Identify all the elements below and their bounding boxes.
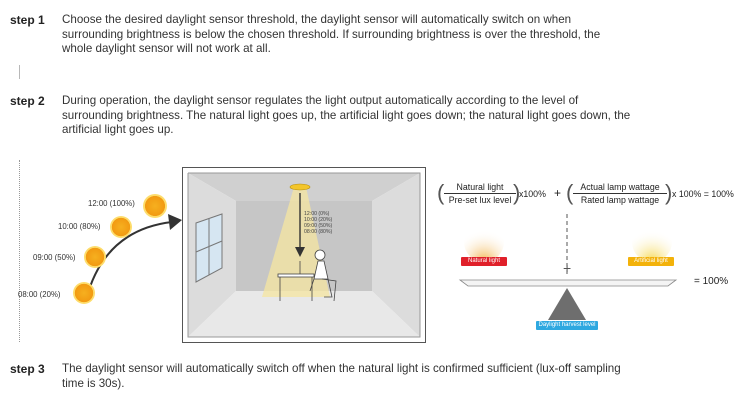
artificial-light-badge: Artificial light	[628, 257, 674, 266]
sun-time-1200: 12:00 (100%)	[88, 199, 135, 208]
room-list-item: 08:00 (80%)	[304, 229, 333, 235]
sun-icon-1200	[143, 194, 167, 218]
formula-paren-close-1: )	[513, 180, 521, 205]
room-list-item: 09:00 (50%)	[304, 223, 333, 229]
daylight-harvest-badge: Daylight harvest level	[536, 321, 598, 330]
balance-result: = 100%	[694, 276, 729, 287]
divider-line-2	[19, 160, 20, 342]
formula-fraction-natural	[444, 182, 516, 205]
sun-time-1000: 10:00 (80%)	[58, 222, 101, 231]
room-drawing	[182, 167, 426, 343]
room-list-item: 12:00 (0%)	[304, 211, 330, 217]
formula-paren-open-2: (	[566, 180, 574, 205]
formula-artificial-denominator: Rated lamp wattage	[580, 195, 660, 205]
sun-icon-1000	[110, 216, 132, 238]
formula-paren-open-1: (	[437, 180, 445, 205]
step-2-text: During operation, the daylight sensor regulates the light output automatically according to the level of surrounding brightness. The natural light goes up, the artificial light goes down; the natural light goes down, the artificial light goes up.	[62, 94, 631, 136]
step-1-label: step 1	[10, 13, 45, 27]
formula-times-100-a: x100%	[519, 189, 546, 199]
divider-line-1	[19, 65, 20, 79]
room-list-item: 10:00 (20%)	[304, 217, 333, 223]
room-illustration	[182, 167, 426, 343]
step-1-text: Choose the desired daylight sensor threshold, the daylight sensor will automatically switch on when surrounding brightness is below the chosen threshold. If surrounding brightness is over the threshold, the whole daylight sensor will not work at all.	[62, 13, 601, 55]
room-dimming-list	[304, 211, 332, 235]
balance-plus: +	[563, 260, 572, 276]
formula-natural-numerator: Natural light	[444, 182, 516, 194]
step-3-text: The daylight sensor will automatically switch off when the natural light is confirmed sufficient (lux-off sampling time is 30s).	[62, 362, 621, 390]
step-2-label: step 2	[10, 94, 45, 108]
sun-icon-0900	[84, 246, 106, 268]
formula-times-100-b: x 100% = 100%	[672, 189, 734, 199]
natural-light-badge: Natural light	[461, 257, 507, 266]
formula-paren-close-2: )	[665, 180, 673, 205]
formula-fraction-artificial	[573, 182, 667, 205]
formula-natural-denominator: Pre-set lux level	[448, 195, 512, 205]
step-3-label: step 3	[10, 362, 45, 376]
sun-time-0800: 08:00 (20%)	[18, 290, 61, 299]
sun-time-0900: 09:00 (50%)	[33, 253, 76, 262]
sun-icon-0800	[73, 282, 95, 304]
formula-plus: +	[554, 186, 562, 200]
formula-artificial-numerator: Actual lamp wattage	[573, 182, 667, 194]
